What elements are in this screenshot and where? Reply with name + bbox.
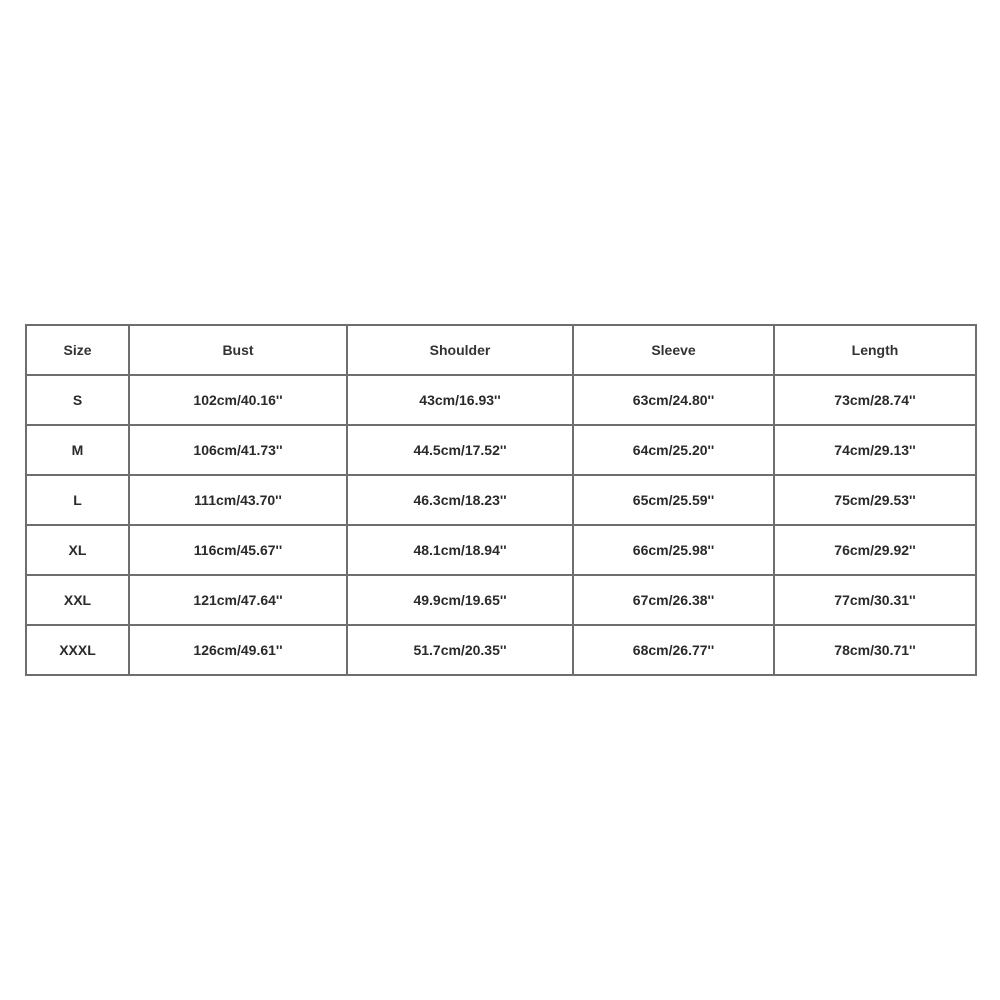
cell-bust: 111cm/43.70'' [129,475,347,525]
cell-length: 75cm/29.53'' [774,475,976,525]
cell-length: 76cm/29.92'' [774,525,976,575]
cell-size: L [26,475,129,525]
cell-size: XXXL [26,625,129,675]
cell-bust: 121cm/47.64'' [129,575,347,625]
cell-length: 78cm/30.71'' [774,625,976,675]
cell-shoulder: 49.9cm/19.65'' [347,575,573,625]
header-shoulder: Shoulder [347,325,573,375]
header-sleeve: Sleeve [573,325,774,375]
cell-shoulder: 46.3cm/18.23'' [347,475,573,525]
cell-size: S [26,375,129,425]
table-row [26,625,976,675]
header-bust: Bust [129,325,347,375]
cell-bust: 126cm/49.61'' [129,625,347,675]
cell-sleeve: 68cm/26.77'' [573,625,774,675]
cell-size: XL [26,525,129,575]
cell-length: 74cm/29.13'' [774,425,976,475]
table-row [26,425,976,475]
table-row [26,375,976,425]
cell-sleeve: 63cm/24.80'' [573,375,774,425]
cell-shoulder: 43cm/16.93'' [347,375,573,425]
cell-shoulder: 51.7cm/20.35'' [347,625,573,675]
table-row [26,575,976,625]
cell-bust: 106cm/41.73'' [129,425,347,475]
table-row [26,475,976,525]
cell-sleeve: 66cm/25.98'' [573,525,774,575]
header-size: Size [26,325,129,375]
cell-sleeve: 65cm/25.59'' [573,475,774,525]
table-header-row [26,325,976,375]
cell-bust: 102cm/40.16'' [129,375,347,425]
cell-length: 73cm/28.74'' [774,375,976,425]
cell-bust: 116cm/45.67'' [129,525,347,575]
cell-size: XXL [26,575,129,625]
header-length: Length [774,325,976,375]
cell-length: 77cm/30.31'' [774,575,976,625]
cell-sleeve: 67cm/26.38'' [573,575,774,625]
size-chart-table [25,324,977,676]
cell-sleeve: 64cm/25.20'' [573,425,774,475]
cell-size: M [26,425,129,475]
table-row [26,525,976,575]
cell-shoulder: 48.1cm/18.94'' [347,525,573,575]
cell-shoulder: 44.5cm/17.52'' [347,425,573,475]
